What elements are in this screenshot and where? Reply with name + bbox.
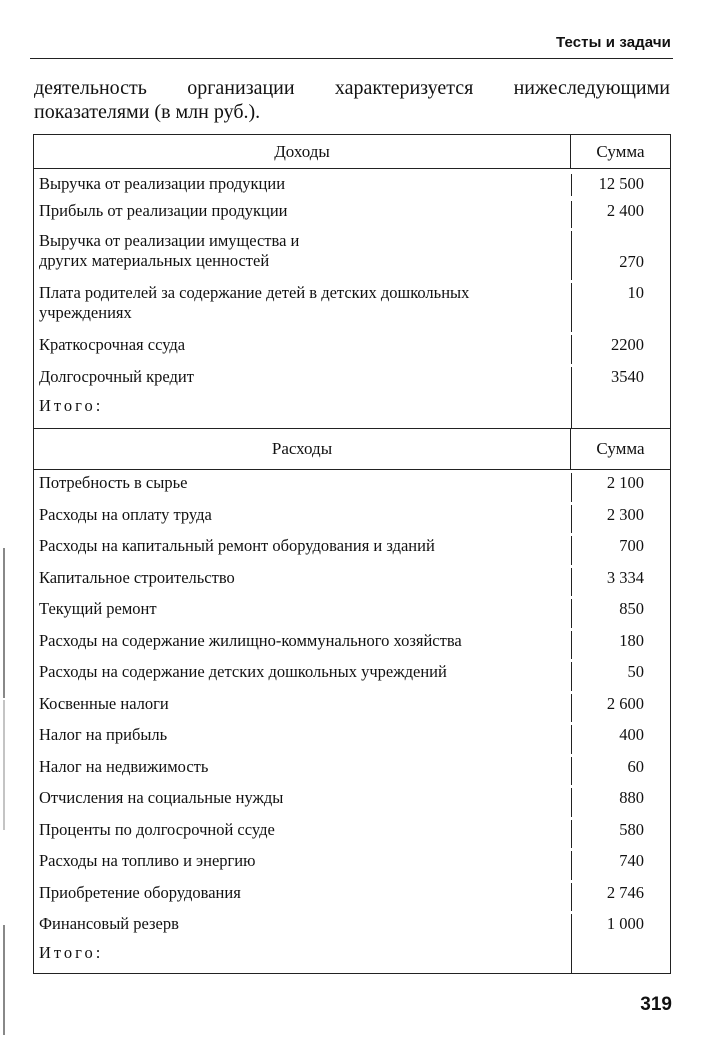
income-header-row — [34, 135, 670, 169]
row-label: Выручка от реализации имущества и других материальных ценностей — [39, 231, 300, 270]
expenses-total-row — [34, 943, 670, 973]
row-label: Отчисления на социальные нужды — [39, 788, 284, 807]
income-total-amount — [571, 396, 670, 428]
row-amount: 2 746 — [571, 883, 670, 911]
row-label: Прибыль от реализации продукции — [39, 201, 288, 220]
table-row — [34, 364, 670, 396]
table-row — [34, 533, 670, 565]
row-label: Расходы на топливо и энергию — [39, 851, 256, 870]
row-label: Приобретение оборудования — [39, 883, 241, 902]
row-label: Налог на недвижимость — [39, 757, 209, 776]
scan-margin-line — [3, 548, 5, 698]
income-header-label: Доходы — [274, 141, 330, 161]
expenses-total-amount — [571, 943, 670, 973]
table-row — [34, 911, 670, 943]
expenses-header-amount: Сумма — [570, 429, 670, 469]
row-label: Расходы на содержание детских дошкольных учреждений — [39, 662, 447, 681]
row-amount: 400 — [571, 725, 670, 754]
expenses-header-label: Расходы — [271, 439, 333, 458]
row-amount: 50 — [571, 662, 670, 691]
table-row — [34, 754, 670, 785]
table-row — [34, 596, 670, 628]
scan-margin-line — [3, 700, 5, 830]
income-total-row — [34, 396, 670, 428]
table-row — [34, 848, 670, 880]
row-amount: 880 — [571, 788, 670, 817]
table-row — [34, 722, 670, 754]
table-row — [34, 691, 670, 722]
scan-margin-line — [3, 925, 5, 1035]
row-amount: 180 — [571, 631, 670, 659]
running-title: Тесты и задачи — [555, 34, 671, 51]
intro-paragraph: деятельность организации характеризуется нижеследующими показателями (в млн руб.). — [34, 77, 670, 123]
financial-table — [33, 134, 671, 974]
table-row — [34, 565, 670, 596]
table-row — [34, 280, 670, 332]
page-number: 319 — [640, 994, 672, 1015]
expenses-header-row — [34, 429, 670, 470]
row-label: Расходы на капитальный ремонт оборудования и зданий — [39, 536, 435, 555]
row-amount: 580 — [571, 820, 670, 848]
row-label: Потребность в сырье — [39, 473, 188, 492]
expenses-rows — [34, 470, 670, 973]
row-amount: 60 — [571, 757, 670, 785]
page-header — [30, 20, 673, 59]
row-label: Текущий ремонт — [39, 599, 157, 618]
row-label: Плата родителей за содержание детей в детских дошкольных учреждениях — [39, 283, 470, 322]
table-row — [34, 470, 670, 502]
table-row — [34, 880, 670, 911]
row-amount: 2200 — [571, 335, 670, 364]
row-label: Проценты по долгосрочной ссуде — [39, 820, 275, 839]
row-label: Расходы на содержание жилищно-коммунального хозяйства — [39, 631, 462, 650]
table-row — [34, 332, 670, 364]
row-amount: 270 — [571, 231, 670, 280]
income-total-label: Итого: — [39, 396, 104, 415]
row-amount: 3 334 — [571, 568, 670, 596]
row-amount: 2 100 — [571, 473, 670, 502]
row-amount: 2 300 — [571, 505, 670, 533]
row-label: Расходы на оплату труда — [39, 505, 212, 524]
row-amount: 2 400 — [571, 201, 670, 228]
row-label: Выручка от реализации продукции — [39, 174, 286, 193]
row-amount: 10 — [571, 283, 670, 332]
income-section — [34, 135, 670, 429]
row-label: Краткосрочная ссуда — [39, 335, 186, 354]
row-amount: 700 — [571, 536, 670, 565]
row-label: Капитальное строительство — [39, 568, 235, 587]
income-header-amount: Сумма — [570, 135, 670, 168]
row-amount: 1 000 — [571, 914, 670, 943]
table-row — [34, 228, 670, 280]
table-row — [34, 817, 670, 848]
row-amount: 850 — [571, 599, 670, 628]
row-amount: 12 500 — [571, 174, 670, 196]
table-row — [34, 785, 670, 817]
table-row — [34, 169, 670, 196]
row-amount: 3540 — [571, 367, 670, 396]
table-row — [34, 659, 670, 691]
row-amount: 740 — [571, 851, 670, 880]
row-label: Финансовый резерв — [39, 914, 179, 933]
row-amount: 2 600 — [571, 694, 670, 722]
table-row — [34, 502, 670, 533]
expenses-section — [34, 429, 670, 973]
row-label: Долгосрочный кредит — [39, 367, 194, 386]
expenses-total-label: Итого: — [39, 943, 104, 962]
table-row — [34, 196, 670, 228]
table-row — [34, 628, 670, 659]
row-label: Налог на прибыль — [39, 725, 168, 744]
row-label: Косвенные налоги — [39, 694, 169, 713]
